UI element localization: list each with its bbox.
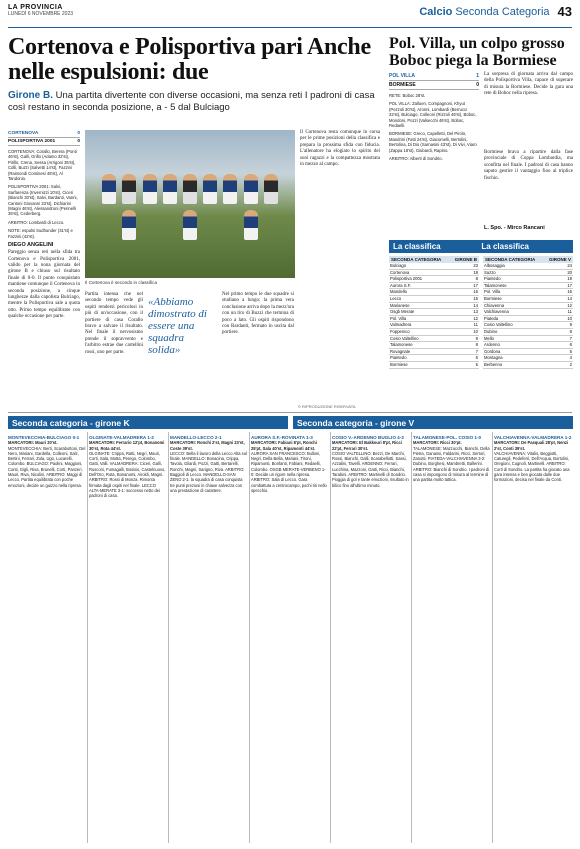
column-rule (330, 432, 331, 843)
standings-row (389, 322, 479, 329)
team-name: Albosaggia (483, 263, 557, 269)
side-home-goals: 1 (476, 73, 479, 79)
newspaper-name: LA PROVINCIA (8, 4, 63, 11)
main-subheadline (8, 90, 380, 114)
side-score-home (389, 72, 479, 81)
result-column (494, 432, 572, 483)
result-column (89, 432, 167, 499)
standings-category: SECONDA CATEGORIA (485, 257, 536, 262)
team-name: Cosio Valtellino (483, 322, 557, 329)
team-name: Rovagnate (389, 348, 464, 355)
team-points: 6 (557, 342, 573, 349)
photo-figure (203, 174, 217, 204)
standings-row (389, 335, 479, 342)
standings-row (389, 302, 479, 309)
section-name: Calcio (419, 5, 453, 18)
photo-figure (244, 210, 258, 240)
team-name: Piantedo (483, 276, 557, 283)
home-lineup: CORTENOVA: Corallo, Berera (Ponti 46'st), Galli, Grillo (Adamo 32'st), Pirillo, Crena, Sessa (Arrigoni 35'st), Colli, Buzzi (Salvetti 14'st), Fazzini (Raimondi Cominesi 46'st), Al Tandonio. (8, 149, 77, 182)
match-title: AURORA S.F.-ROVINATA 1-3 (251, 435, 313, 440)
main-kicker: Girone B. (8, 90, 54, 101)
match-title: TALAMONESE-POL. COSIO 1-0 (413, 435, 482, 440)
side-home-team: POL VILLA (389, 73, 416, 79)
main-byline: DIEGO ANGELINI (8, 242, 54, 249)
standings-row (389, 315, 479, 322)
team-points: 5 (557, 348, 573, 355)
match-scorers: MARCATORI: Ricci 30'pt. (413, 440, 462, 446)
team-name: Foppenico (389, 328, 464, 335)
team-points: 9 (464, 335, 479, 342)
team-name: Sazzo (483, 269, 557, 276)
standings-row (483, 309, 573, 316)
main-body-4: Il Cortenova resta comunque in corsa per le prime posizioni della classifica e prepara la prossima sfida con fiducia. L'allenatore ha elogiato lo spirito dei suoi ragazzi e la compattezza mostrata in mezzo al campo. (300, 130, 380, 168)
team-points: 12 (557, 302, 573, 309)
team-name: Talamonese (389, 342, 464, 349)
standings-row (483, 361, 573, 368)
team-name: Osgb Merate (389, 309, 464, 316)
result-column (8, 432, 86, 488)
match-title: COSIO V.-ARDENNO BUGLIO 4-3 (332, 435, 404, 440)
side-byline: L. Spo. - Mirco Rancani (484, 225, 545, 231)
team-points: 8 (464, 342, 479, 349)
photo-figure (122, 174, 136, 204)
match-report: VALCHIAVENNA: Vitalis, Beggiotti, Caturegli, Pedeferri, Dell'Acqua, Bortolini, Oregioni, Cugnoli, Martinelli. ARBITRO: Corti di Sondrio. La partita ha giocato una gara intensa e ben giocata dalle due formazioni, decisa nel finale da Conti. (494, 450, 570, 483)
standings-row (483, 322, 573, 329)
classifica-bar (389, 240, 573, 253)
team-name: Piantedo (389, 355, 464, 362)
column-rule (411, 432, 412, 843)
team-name: Cosio Valtellino (389, 335, 464, 342)
standings-row (483, 276, 573, 283)
standings-row (483, 342, 573, 349)
section-header (419, 4, 572, 19)
classifica-label-v: La classifica (481, 242, 529, 251)
home-team: CORTENOVA (8, 131, 39, 136)
team-name: Gordona (483, 348, 557, 355)
match-report: OLGINATE: Crippa, Ratti, Negri, Mauri, Corti, Sala, Motta, Perego, Colombo, Gatti, Valli. VALMADRERA: Ciceri, Galli, Rusconi, Fumagalli, Bosisio, Castelnuovo, Dell'Oro, Rota, Bonanomi, Airoldi, Magni. ARBITRO: Rossi di Monza. Rimonta firmata dagli ospiti nel finale. LECCO ALTA-MERATE 3-1: successo netto dei padroni di casa. (89, 450, 166, 499)
standings-category: SECONDA CATEGORIA (391, 257, 442, 262)
side-referee: ARBITRO: Alberti di Sondrio. (389, 156, 443, 162)
team-points: 2 (557, 361, 573, 368)
side-away-lineup: BORMIESE: Greco, Capelletti, Del Pirolo, Mandrini (Fatti 24'st), Giacomelli, Bertolini, Bertolina, Di Dio (Sarnasini 43'st), Di Vivi, Viaro (Zappa 18'st), Giubardi, Rapino. (389, 131, 477, 153)
away-team: POLISPORTIVA 2001 (8, 139, 56, 144)
team-points: 18 (464, 269, 479, 276)
pull-quote: «Abbiamo dimostrato di essere una squadra solida» (148, 296, 207, 356)
match-scorers: MARCATORI: Mauri 20'st. (8, 440, 58, 446)
standings-row (483, 328, 573, 335)
bottom-bar-left: Seconda categoria - girone K (8, 416, 288, 429)
main-body-2: Partita intensa che nel secondo tempo vede gli ospiti rendersi pericolosi in più di un'occasione, con il portiere di casa Corallo bravo a salvare il risultato. Nel finale il nervosismo prende il sopravvento e l'arbitro estrae due cartellini rossi, uno per parte. (85, 292, 143, 355)
classifica-label-b: La classifica (393, 242, 441, 251)
team-points: 11 (464, 322, 479, 329)
result-column (413, 432, 491, 483)
score-row-away (8, 138, 80, 146)
team-points: 24 (557, 263, 573, 269)
away-goals: 0 (77, 139, 80, 144)
team-name: Polisportiva 2001 (389, 276, 464, 283)
team-points: 12 (464, 315, 479, 322)
photo-figure (183, 210, 197, 240)
notes-line: NOTE: espulsi Sudhunder (31'st) e Fazzini (42'st). (8, 228, 73, 239)
team-name: Aurora S.F. (389, 282, 464, 289)
standings-group: GIRONE B (454, 257, 477, 262)
standings-row (389, 342, 479, 349)
issue-date: LUNEDÌ 6 NOVEMBRE 2023 (8, 11, 74, 17)
team-name: Bulciago (389, 263, 464, 269)
team-points: 10 (557, 315, 573, 322)
standings-row (483, 335, 573, 342)
standings-girone-b (389, 256, 479, 369)
team-name: Pol. Villa (483, 289, 557, 296)
header-rule (8, 27, 572, 28)
standings-row (389, 289, 479, 296)
standings-row (483, 282, 573, 289)
match-title: OLGINATE-VALMADRERA 1-2 (89, 435, 154, 440)
team-points: 6 (464, 355, 479, 362)
referee-line: ARBITRO: Lombardi di Lecco. (8, 219, 65, 225)
standings-row (483, 302, 573, 309)
match-scorers: MARCATORI: Fabiani 8'pt, Ronchi 25'pt, Sala 40'st, Ripamonti 44'st. (251, 440, 317, 451)
team-name: Bormiese (389, 361, 464, 368)
main-lineup-column (8, 130, 80, 321)
match-scorers: MARCATORI: Ferrario 12'pt, Bonanomi 30'st, Rota 44'st. (89, 440, 165, 451)
masthead (8, 4, 73, 17)
photo-caption: Il Cortenova è secondo in classifica (85, 280, 158, 285)
standings-row (483, 269, 573, 276)
team-points: 14 (464, 302, 479, 309)
side-away-goals: 0 (476, 82, 479, 88)
team-points: 17 (464, 282, 479, 289)
team-name: Berbenno (483, 361, 557, 368)
team-points: 16 (557, 289, 573, 296)
match-report: LECCO: Bella il lavoro della Lecco Alta sul finale. MANDELLO: Bonacina, Crippa, Tavola, Gilardi, Pozzi, Gatti, Bertarelli, Ronchi, Magni, Sarigno, Riva. ARBITRO: Baggioli di Lecco. MANDELLO-SAN ZENO 2-1: la squadra di casa conquista tre punti preziosi in chiave salvezza con una prestazione di carattere. (170, 450, 247, 493)
team-points: 11 (557, 309, 573, 316)
away-lineup: POLISPORTIVA 2001: Salvi, Sarfarenza (Invernizzi 10'st), Ciceri (Bianchi 30'st), Salvi, Bardanti, Vanni, Cantoni Giovanni 33'st), Dichiarini (Magni 46'st), Alessandroni (Perinelli 35'st), Cederberg. (8, 184, 78, 217)
team-points: 13 (464, 309, 479, 316)
team-points: 8 (464, 276, 479, 283)
match-report: AURORA SAN FRANCESCO: Bulloni, Negri, Della Bella, Mariani, Tironi, Ripamonti, Bonfanti, Fabiani, Redaelli, Colombo. OSGB MERATE-VERBENO 1-0: Decide un rigore nella ripresa. ARBITRO: Sala di Lecco. Gara combattuta a centrocampo, pochi tiri nello specchio. (251, 450, 327, 493)
column-rule (168, 432, 169, 843)
standings-row (389, 309, 479, 316)
match-report: MONTEVECCHIA: Berti, Scarabottoni, Del Nero, Mariani, Gardella, Colleoni, Salz, Bertini, Ferrari, Zola, Ugo, Lucarelli, Colombo. BULCIAGO: Paolini, Maggioni, Conti, Gigli, Riva, Brunelli, Corti, Panzeri, Mauri, Riva, Nicolini. ARBITRO: Maggi di Lecco. Partita equilibrata con poche emozioni, decide un guizzo nella ripresa. (8, 445, 86, 488)
match-title: MANDELLO-LECCO 2-1 (170, 435, 222, 440)
photo-players (99, 172, 281, 244)
standings-title (389, 256, 479, 263)
standings-title (483, 256, 573, 263)
standings-row (483, 348, 573, 355)
main-body-1: Pareggio senza reti nella sfida tra Cortenova e Polisportiva 2001, valido per la nona giornata del girone B e chiuso sul risultato finale di 0-0. Il punto conquistato mantiene comunque il Cortenova in seconda posizione, a cinque lunghezze dalla capolista Bulciago, mentre la Polisportiva sale a quota otto. Primo tempo equilibrato con qualche occasione per parte. (8, 250, 80, 320)
page-number: 43 (557, 4, 572, 19)
team-name: Valmadrera (389, 322, 464, 329)
photo-figure (143, 174, 157, 204)
photo-figure (244, 174, 258, 204)
team-name: Marianese (389, 302, 464, 309)
photo-figure (183, 174, 197, 204)
main-subtitle-text: Una partita divertente con diverse occasioni, ma senza reti I padroni di casa così restano in seconda posizione, a - 5 dal Bulciago (8, 90, 375, 113)
photo-credit: © RIPRODUZIONE RISERVATA (298, 404, 356, 409)
match-scorers: MARCATORI: El Bakkouri 8'pt, Ricci 22'pt, Ferrari 30'st. (332, 440, 402, 451)
standings-row (483, 355, 573, 362)
team-name: Dubino (483, 328, 557, 335)
side-home-lineup: POL VILLA: Zalluen, Compagnoni, Khyut (Pezzoli 30'st), Aronni, Lombardi (Berrucci 32'st), Bulciago, Colleoni (Rizzoli 46'st), Boboc, Mondoni, Pozzi (Valsecchi 46'st), Boboc, Redaelli. (389, 101, 477, 129)
standings-group: GIRONE V (548, 257, 571, 262)
team-points: 7 (464, 348, 479, 355)
team-name: Piateda (483, 315, 557, 322)
standings-row (389, 282, 479, 289)
team-points: 4 (557, 355, 573, 362)
bottom-bar-right: Seconda categoria - girone V (293, 416, 573, 429)
side-body-2: Bormiese brava a ripartire dalla fase provinciale di Coppa Lombardia, ma sconfitta nel finale. I padroni di casa hanno saputo gestire il vantaggio fino al triplice fischio. (484, 150, 573, 181)
standings-row (483, 315, 573, 322)
team-name: Valchiavenna (483, 309, 557, 316)
main-body-3: Nel primo tempo le due squadre si studiano a lungo; la prima vera conclusione arriva dopo la mezz'ora con un tiro di Buzzi che termina di poco a lato. Gli ospiti rispondono con Bardanti, fermato in uscita dal portiere. (222, 292, 294, 336)
standings-row (389, 355, 479, 362)
team-points: 14 (557, 295, 573, 302)
team-name: Mandello (389, 289, 464, 296)
side-away-team: BORMIESE (389, 82, 416, 88)
column-rule (87, 432, 88, 843)
team-points: 8 (557, 328, 573, 335)
photo-figure (264, 174, 278, 204)
standings-row (389, 269, 479, 276)
team-name: Ardenno (483, 342, 557, 349)
standings-row (483, 289, 573, 296)
team-points: 16 (464, 289, 479, 296)
side-body-1: La sorpresa di giornata arriva dal campo della Polisportiva Villa, capace di superare di misura la Bormiese. Decide la gara una rete di Boboc nella ripresa. (484, 72, 573, 97)
side-headline: Pol. Villa, un colpo grosso Boboc piega la Bormiese (389, 35, 565, 69)
result-column (332, 432, 410, 488)
team-name: Chiavenna (483, 302, 557, 309)
section-divider (8, 412, 572, 413)
team-name: Cortenova (389, 269, 464, 276)
match-report: COSIO VALTELLINO: Bezzi, De Marchi, Rossi, Bianchi, Galli, Scarabellotti, Sassi, Azzalini, Tavelli. ARDENNO: Ferrari, Lucchina, Mazzoni, Gatti, Ricci, Bianchi, Tarabini. ARBITRO: Martinelli di Sondrio. Pioggia di gol e tante emozioni, risultato in bilico fino all'ultimo minuto. (332, 450, 409, 488)
standings-row (389, 348, 479, 355)
team-points: 17 (557, 282, 573, 289)
standings-row (389, 328, 479, 335)
score-row-home (8, 130, 80, 138)
photo-figure (223, 174, 237, 204)
match-title: VALCHIAVENNA-VALMADRERA 1-2 (494, 435, 572, 440)
standings-row (389, 295, 479, 302)
standings-row (389, 361, 479, 368)
side-score-away (389, 81, 479, 90)
result-column (170, 432, 248, 493)
team-name: Talamonese (483, 282, 557, 289)
column-rule (249, 432, 250, 843)
match-scorers: MARCATORI: De Pasquali 28'pt, Nenzi 2'st, Conti 39'st. (494, 440, 569, 451)
side-score-column (389, 72, 479, 161)
team-name: Mello (483, 335, 557, 342)
match-scorers: MARCATORI: Ronchi 2'st, Magni 23'st, Coste 39'st. (170, 440, 245, 451)
side-goal-line: RETE: Boboc 28'st. (389, 93, 426, 98)
photo-figure (122, 210, 136, 240)
team-points: 9 (557, 322, 573, 329)
team-points: 20 (557, 269, 573, 276)
team-points: 5 (464, 361, 479, 368)
section-subname: Seconda Categoria (455, 5, 550, 18)
column-rule (492, 432, 493, 843)
result-column (251, 432, 329, 493)
standings-row (389, 276, 479, 283)
team-name: Montagna (483, 355, 557, 362)
match-report: TALAMONESE: Mazzucchi, Bianchi, Della Pietra, Ganassi, Faldarini, Ricci, Sertori, Zanotti. PIATEDA-VALCHIAVENNA 3-2: Dubino, Borghesi, Mambretti, Ballerini. ARBITRO: Bianchi di Sondrio. I padroni di casa si impongono di misura al termine di una partita molto tattica. (413, 445, 490, 483)
main-headline: Cortenova e Polisportiva pari Anche nelle espulsioni: due (8, 34, 371, 85)
page-header (8, 4, 572, 26)
team-points: 15 (464, 295, 479, 302)
team-name: Bormiese (483, 295, 557, 302)
team-points: 10 (464, 328, 479, 335)
home-goals: 0 (77, 131, 80, 136)
team-name: Lecco (389, 295, 464, 302)
photo-figure (163, 174, 177, 204)
team-photo (85, 130, 295, 278)
standings-row (483, 295, 573, 302)
photo-figure (102, 174, 116, 204)
team-points: 7 (557, 335, 573, 342)
standings-girone-v (483, 256, 573, 369)
team-points: 23 (464, 263, 479, 269)
match-title: MONTEVECCHIA-BULCIAGO 0-1 (8, 435, 80, 440)
team-points: 19 (557, 276, 573, 283)
team-name: Pol. Villa (389, 315, 464, 322)
